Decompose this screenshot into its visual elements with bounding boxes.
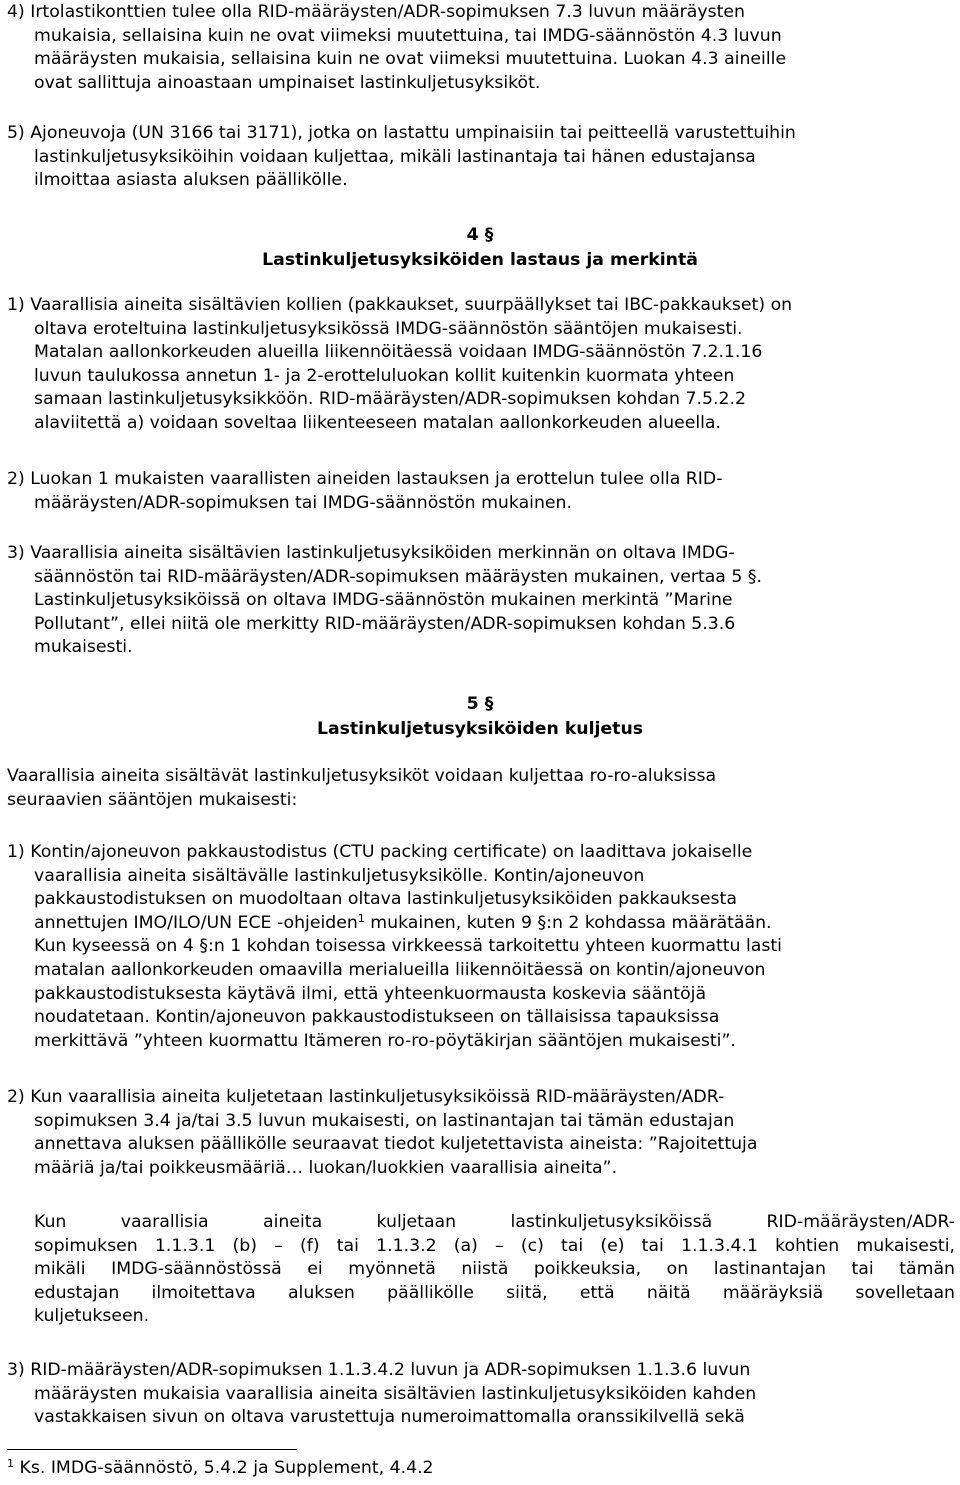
footnote (7, 1455, 434, 1481)
section-5-item-2-continued: Kun vaarallisia aineita kuljetaan lastinkuljetusyksiköissä RID-määräysten/ADR- sopimuksen 1.1.3.1 (b) – (f) tai 1.1.3.2 (a) – (c) tai (e) tai 1.1.3.4.1 kohtien mukaisesti, mikäli IMDG-säännöstössä ei myönnetä niistä poikkeuksia, on lastinantajan tai tämän edustajan ilmoitettava aluksen päällikölle siitä, että näitä määräyksiä sovelletaan kuljetukseen. (34, 1212, 955, 1327)
section-5-item-2: 2) Kun vaarallisia aineita kuljetetaan lastinkuljetusyksiköissä RID-määräysten/ADR- sopimuksen 3.4 ja/tai 3.5 luvun mukaisesti, on lastinantajan tai tämän edustajan annettava aluksen päällikölle seuraavat tiedot kuljetettavista aineista: ”Rajoitettuja määriä ja/tai poikkeusmääriä… luokan/luokkien vaarallisia aineita”. (7, 1087, 758, 1178)
footnote-separator (7, 1449, 297, 1450)
section-5-number: 5 § (466, 694, 494, 714)
footnote-marker: 1 (357, 911, 365, 925)
footnote-number: 1 (7, 1457, 14, 1470)
footnote-text: Ks. IMDG-säännöstö, 5.4.2 ja Supplement, 4.4.2 (14, 1458, 434, 1478)
section-5-title: Lastinkuljetusyksiköiden kuljetus (316, 719, 644, 739)
paragraph-4-irtolastikontit: 4) Irtolastikonttien tulee olla RID-määräysten/ADR-sopimuksen 7.3 luvun määräysten mukaisia, sellaisina kuin ne ovat viimeksi muutettuina, tai IMDG-säännöstön 4.3 luvun määräysten mukaisia, sellaisina kuin ne ovat viimeksi muutettuina. Luokan 4.3 aineille ovat sallittuja ainoastaan umpinaiset lastinkuljetusyksiköt. (7, 2, 787, 93)
section-4-item-1: 1) Vaarallisia aineita sisältävien kollien (pakkaukset, suurpäällykset tai IBC-pakkaukset) on oltava eroteltuina lastinkuljetusyksikössä IMDG-säännöstön sääntöjen mukaisesti. Matalan aallonkorkeuden alueilla liikennöitäessä voidaan IMDG-säännöstön 7.2.1.16 luvun taulukossa annetun 1- ja 2-erotteluluokan kollit kuitenkin kuormata yhteen samaan lastinkuljetusyksikköön. RID-määräysten/ADR-sopimuksen kohdan 7.5.2.2 alaviitettä a) voidaan soveltaa liikenteeseen matalan aallonkorkeuden alueella. (7, 295, 793, 433)
section-4-title: Lastinkuljetusyksiköiden lastaus ja merkintä (262, 250, 698, 270)
section-5-intro: Vaarallisia aineita sisältävät lastinkuljetusyksiköt voidaan kuljettaa ro-ro-aluksissa seuraavien sääntöjen mukaisesti: (7, 766, 717, 810)
paragraph-5-ajoneuvot: 5) Ajoneuvoja (UN 3166 tai 3171), jotka on lastattu umpinaisiin tai peitteellä varustettuihin lastinkuljetusyksiköihin voidaan kuljettaa, mikäli lastinantaja tai hänen edustajansa ilmoittaa asiasta aluksen päällikölle. (7, 123, 796, 191)
section-5-item-1: 1) Kontin/ajoneuvon pakkaustodistus (CTU packing certificate) on laadittava jokaiselle vaarallisia aineita sisältävälle lastinkuljetusyksikölle. Kontin/ajoneuvon pakkaustodistuksen on muodoltaan oltava lastinkuljetusyksiköiden pakkauksesta annettujen IMO/ILO/UN ECE -ohjeiden$^1$ mukainen, kuten 9 §:n 2 kohdassa määrätään. Kun kyseessä on 4 §:n 1 kohdan toisessa virkkeessä tarkoitettu yhteen kuormattu lasti matalan aallonkorkeuden omaavilla merialueilla liikennöitäessä on kontin/ajoneuvon pakkaustodistuksesta käytävä ilmi, että yhteenkuormausta koskevia sääntöjä noudatetaan. Kontin/ajoneuvon pakkaustodistukseen on tällaisissa tapauksissa merkittävä ”yhteen kuormattu Itämeren ro-ro-pöytäkirjan sääntöjen mukaisesti”. (7, 841, 955, 1053)
footnote-reference-line: annettujen IMO/ILO/UN ECE -ohjeiden$^1$ mukainen, kuten 9 §:n 2 kohdassa määrätään. (34, 911, 772, 933)
section-4-number: 4 § (466, 225, 494, 245)
section-4-item-3: 3) Vaarallisia aineita sisältävien lastinkuljetusyksiköiden merkinnän on oltava IMDG- säännöstön tai RID-määräysten/ADR-sopimuksen määräysten mukainen, vertaa 5 §. Lastinkuljetusyksiköissä on oltava IMDG-säännöstön mukainen merkintä ”Marine Pollutant”, ellei niitä ole merkitty RID-määräysten/ADR-sopimuksen kohdan 5.3.6 mukaisesti. (7, 543, 763, 658)
section-4-item-2: 2) Luokan 1 mukaisten vaarallisten aineiden lastauksen ja erottelun tulee olla RID- määräysten/ADR-sopimuksen tai IMDG-säännöstön mukainen. (7, 469, 723, 513)
section-5-item-3: 3) RID-määräysten/ADR-sopimuksen 1.1.3.4.2 luvun ja ADR-sopimuksen 1.1.3.6 luvun määräysten mukaisia vaarallisia aineita sisältävien lastinkuljetusyksiköiden kahden vastakkaisen sivun on oltava varustettuja numeroimattomalla oranssikilvellä sekä (7, 1360, 757, 1428)
